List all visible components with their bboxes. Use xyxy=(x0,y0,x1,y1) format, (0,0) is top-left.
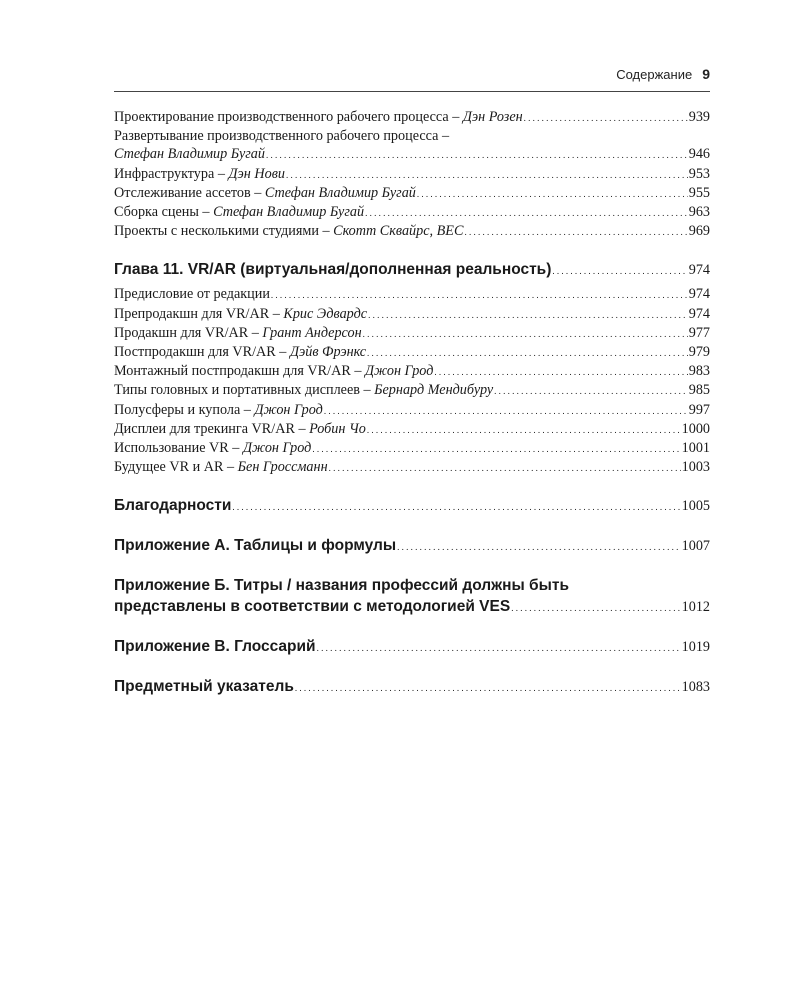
dot-leader xyxy=(417,184,688,203)
entry-title: Проекты с несколькими студиями – xyxy=(114,223,334,240)
entry-page: 1003 xyxy=(681,459,710,476)
entry-title: Будущее VR и AR – xyxy=(114,459,238,476)
entry-author: Крис Эдвардс xyxy=(283,305,368,322)
entry-page: 974 xyxy=(688,305,710,322)
dot-leader xyxy=(494,381,688,400)
dot-leader xyxy=(397,535,681,558)
entry-page: 946 xyxy=(688,146,710,163)
toc-chapter-11[interactable] xyxy=(114,259,710,282)
chapter-title: Приложение А. Таблицы и формулы xyxy=(114,537,397,555)
toc-entry[interactable] xyxy=(114,108,710,127)
toc-entry[interactable] xyxy=(114,305,710,324)
chapter-page: 1019 xyxy=(681,639,710,656)
entry-page: 963 xyxy=(688,204,710,221)
header-page-number: 9 xyxy=(702,66,710,82)
dot-leader xyxy=(363,324,688,343)
dot-leader xyxy=(266,145,688,164)
entry-page: 983 xyxy=(688,363,710,380)
dot-leader xyxy=(367,420,681,439)
entry-page: 985 xyxy=(688,382,710,399)
dot-leader xyxy=(286,165,688,184)
dot-leader xyxy=(368,305,688,324)
toc-entry[interactable] xyxy=(114,165,710,184)
entry-title: Предисловие от редакции xyxy=(114,286,270,303)
toc-entry[interactable] xyxy=(114,324,710,343)
chapter-title: Глава 11. VR/AR (виртуальная/дополненная реальность) xyxy=(114,261,552,279)
chapter-page: 974 xyxy=(688,262,710,279)
entry-author: Дэн Нови xyxy=(228,165,285,182)
entry-page: 997 xyxy=(688,401,710,418)
toc-entry[interactable] xyxy=(114,184,710,203)
entry-page: 977 xyxy=(688,324,710,341)
dot-leader xyxy=(365,203,688,222)
entry-author: Грант Андерсон xyxy=(262,324,362,341)
toc-entry-line1[interactable]: Развертывание производственного рабочего процесса – xyxy=(114,128,450,145)
chapter-page: 1005 xyxy=(681,498,710,515)
toc-entry[interactable] xyxy=(114,343,710,362)
dot-leader xyxy=(511,596,680,619)
entry-author: Дэн Розен xyxy=(462,109,523,125)
entry-author: Стефан Владимир Бугай xyxy=(264,184,416,201)
entry-title: Продакшн для VR/AR – xyxy=(114,324,263,341)
entry-title: Постпродакшн для VR/AR – xyxy=(114,344,290,361)
toc-entry[interactable] xyxy=(114,145,710,164)
entry-author: Стефан Владимир Бугай xyxy=(213,204,365,221)
entry-author: Джон Грод xyxy=(364,363,434,380)
dot-leader xyxy=(367,343,688,362)
dot-leader xyxy=(434,362,687,381)
entry-title: Препродакшн для VR/AR – xyxy=(114,305,284,322)
header-title: Содержание xyxy=(616,67,693,82)
toc-entry[interactable] xyxy=(114,362,710,381)
entry-title: Использование VR – xyxy=(114,440,243,457)
running-header xyxy=(114,66,710,82)
dot-leader xyxy=(271,285,688,304)
dot-leader xyxy=(552,259,687,282)
dot-leader xyxy=(524,108,688,127)
entry-page: 969 xyxy=(688,223,710,240)
toc-entry[interactable] xyxy=(114,458,710,477)
toc-appendix-a[interactable] xyxy=(114,535,710,558)
chapter-page: 1012 xyxy=(681,599,710,616)
chapter-page: 1083 xyxy=(681,679,710,696)
entry-title: Монтажный постпродакшн для VR/AR – xyxy=(114,363,365,380)
chapter-title: представлены в соответствии с методологией VES xyxy=(114,598,511,616)
toc-appendix-b[interactable] xyxy=(114,596,710,619)
entry-author: Дэйв Фрэнкс xyxy=(289,344,367,361)
dot-leader xyxy=(329,458,681,477)
toc-entry[interactable] xyxy=(114,420,710,439)
entry-page: 1001 xyxy=(681,440,710,457)
entry-page: 939 xyxy=(688,109,710,125)
toc-appendix-b-line1[interactable]: Приложение Б. Титры / названия профессий должны быть xyxy=(114,577,569,595)
toc-acknowledgements[interactable] xyxy=(114,495,710,518)
dot-leader xyxy=(295,676,681,699)
chapter-title: Предметный указатель xyxy=(114,678,294,696)
chapter-title: Приложение В. Глоссарий xyxy=(114,638,316,656)
toc-entry[interactable] xyxy=(114,401,710,420)
entry-page: 955 xyxy=(688,184,710,201)
chapter-title: Благодарности xyxy=(114,497,232,515)
toc-entry[interactable] xyxy=(114,439,710,458)
entry-author: Робин Чо xyxy=(309,420,366,437)
table-of-contents xyxy=(114,108,710,699)
entry-page: 974 xyxy=(688,286,710,303)
entry-title: Сборка сцены – xyxy=(114,204,214,221)
toc-entry[interactable] xyxy=(114,222,710,241)
toc-appendix-v[interactable] xyxy=(114,636,710,659)
toc-entry[interactable] xyxy=(114,285,710,304)
entry-title: Проектирование производственного рабочего процесса – xyxy=(114,109,463,125)
entry-page: 953 xyxy=(688,165,710,182)
toc-index[interactable] xyxy=(114,676,710,699)
entry-author: Джон Грод xyxy=(242,440,312,457)
entry-author: Бернард Мендибуру xyxy=(374,382,494,399)
toc-entry[interactable] xyxy=(114,381,710,400)
entry-page: 1000 xyxy=(681,420,710,437)
dot-leader xyxy=(324,401,688,420)
dot-leader xyxy=(312,439,680,458)
entry-title: Типы головных и портативных дисплеев – xyxy=(114,382,375,399)
entry-title: Дисплеи для трекинга VR/AR – xyxy=(114,420,310,437)
toc-entry[interactable] xyxy=(114,203,710,222)
entry-author: Стефан Владимир Бугай xyxy=(114,146,265,163)
entry-page: 979 xyxy=(688,344,710,361)
entry-author: Скотт Сквайрс, ВЕС xyxy=(333,223,464,240)
entry-author: Джон Грод xyxy=(254,401,323,418)
entry-title: Отслеживание ассетов – xyxy=(114,184,265,201)
entry-title: Полусферы и купола – xyxy=(114,401,255,418)
dot-leader xyxy=(232,495,680,518)
chapter-page: 1007 xyxy=(681,538,710,555)
entry-author: Бен Гроссманн xyxy=(237,459,328,476)
dot-leader xyxy=(317,636,681,659)
dot-leader xyxy=(464,222,687,241)
entry-title: Инфраструктура – xyxy=(114,165,229,182)
header-rule xyxy=(114,91,710,92)
